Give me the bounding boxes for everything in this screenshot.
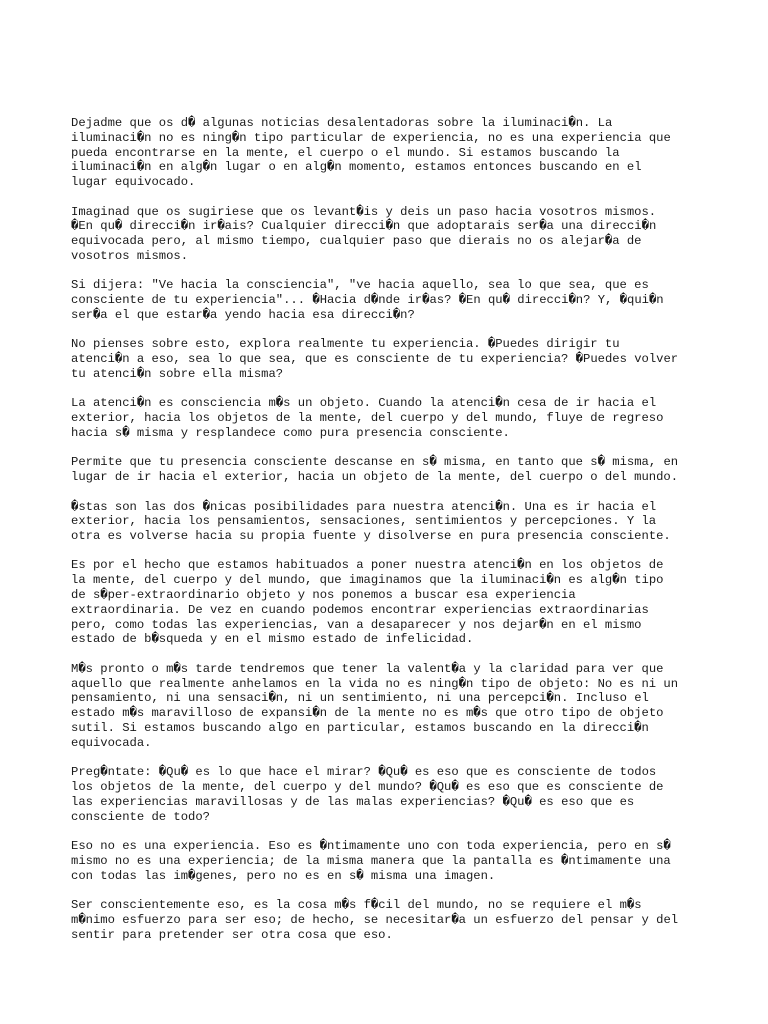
paragraph-7: �stas son las dos �nicas posibilidades para nuestra atenci�n. Una es ir hacia el exterior, hacia los pensamientos, sensaciones, sentimientos y percepciones. Y la otra es volverse hacia su propia fuente y disolverse en pura presencia consciente. xyxy=(71,499,671,544)
paragraph-1: Dejadme que os d� algunas noticias desalentadoras sobre la iluminaci�n. La iluminaci�n no es ning�n tipo particular de experiencia, no es una experiencia que pueda encontrarse en la mente, el cuerpo o el mundo. Si estamos buscando la iluminaci�n en alg�n lugar o en alg�n momento, estamos entonces buscando en el lugar equivocado. xyxy=(71,116,671,190)
paragraph-5: La atenci�n es consciencia m�s un objeto. Cuando la atenci�n cesa de ir hacia el exterior, hacia los objetos de la mente, del cuerpo y del mundo, fluye de regreso hacia s� misma y resplandece como pura presencia consciente. xyxy=(71,396,664,440)
paragraph-6: Permite que tu presencia consciente descanse en s� misma, en tanto que s� misma, en lugar de ir hacia el exterior, hacia un objeto de la mente, del cuerpo o del mundo. xyxy=(71,455,679,485)
paragraph-4: No pienses sobre esto, explora realmente tu experiencia. �Puedes dirigir tu atenci�n a eso, sea lo que sea, que es consciente de tu experiencia? �Puedes volver tu atenci�n sobre ella misma? xyxy=(71,337,679,381)
paragraph-3: Si dijera: "Ve hacia la consciencia", "ve hacia aquello, sea lo que sea, que es consciente de tu experiencia"... �Hacia d�nde ir�as? �En qu� direcci�n? Y, �qui�n ser�a el que estar�a yendo hacia esa direcci�n? xyxy=(71,278,664,322)
paragraph-10: Preg�ntate: �Qu� es lo que hace el mirar? �Qu� es eso que es consciente de todos los objetos de la mente, del cuerpo y del mundo? �Qu� es eso que es consciente de las experiencias maravillosas y de las malas experiencias? �Qu� es eso que es consciente de todo? xyxy=(71,765,664,824)
paragraph-9: M�s pronto o m�s tarde tendremos que tener la valent�a y la claridad para ver que aquello que realmente anhelamos en la vida no es ning�n tipo de objeto: No es ni un pensamiento, ni una sensaci�n, ni un sentimiento, ni una percepci�n. Incluso el estado m�s maravilloso de expansi�n de la mente no es m�s que otro tipo de objeto sutil. Si estamos buscando algo en particular, estamos buscando en la direcci�n equivocada. xyxy=(71,661,679,750)
paragraph-11: Eso no es una experiencia. Eso es �ntimamente uno con toda experiencia, pero en s� mismo no es una experiencia; de la misma manera que la pantalla es �ntimamente una con todas las im�genes, pero no es en s� misma una imagen. xyxy=(71,839,671,883)
paragraph-12: Ser conscientemente eso, es la cosa m�s f�cil del mundo, no se requiere el m�s m�nimo esfuerzo para ser eso; de hecho, se necesitar�a un esfuerzo del pensar y del sentir para pretender ser otra cosa que eso. xyxy=(71,898,679,942)
paragraph-8: Es por el hecho que estamos habituados a poner nuestra atenci�n en los objetos de la mente, del cuerpo y del mundo, que imaginamos que la iluminaci�n es alg�n tipo de s�per-extraordinario objeto y nos ponemos a buscar esa experiencia extraordinaria. De vez en cuando podemos encontrar experiencias extraordinarias pero, como todas las experiencias, van a desaparecer y nos dejar�n en el mismo estado de b�squeda y en el mismo estado de infelicidad. xyxy=(71,558,664,647)
paragraph-2: Imaginad que os sugiriese que os levant�is y deis un paso hacia vosotros mismos. �En qu� direcci�n ir�ais? Cualquier direcci�n que adoptarais ser�a una direcci�n equivocada pero, al mismo tiempo, cualquier paso que dierais no os alejar�a de vosotros mismos. xyxy=(71,204,657,263)
document-page xyxy=(71,116,701,957)
